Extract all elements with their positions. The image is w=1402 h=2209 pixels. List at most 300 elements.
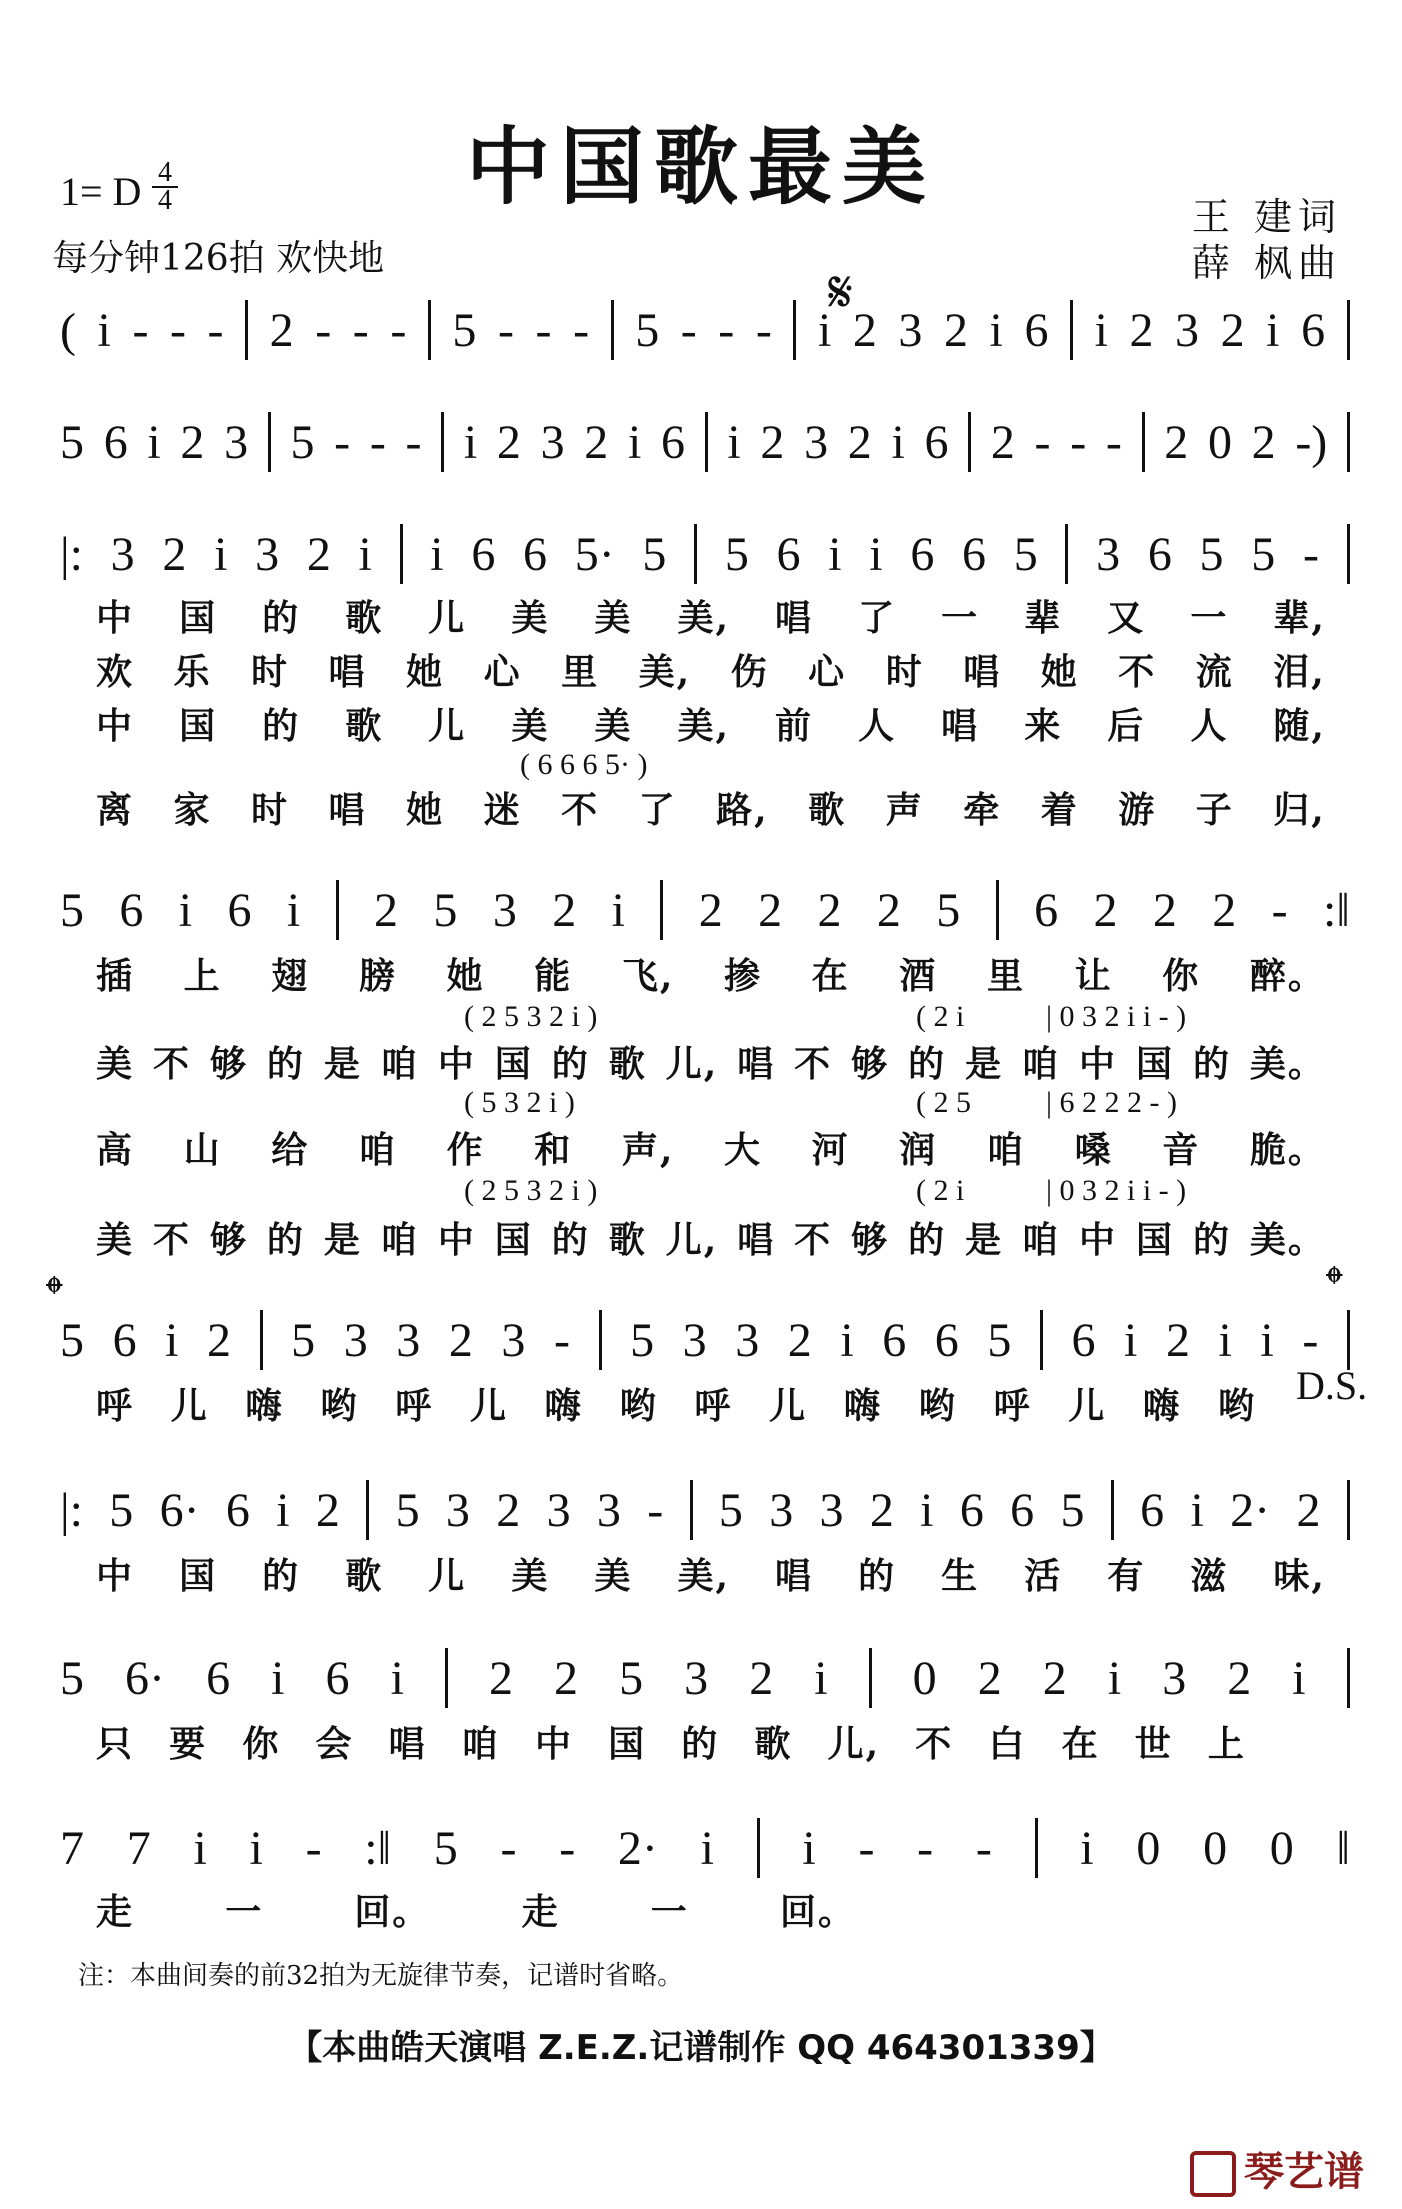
note: 5 [60, 883, 84, 937]
lyric-char: 美 [594, 1555, 633, 1597]
barline [1111, 1480, 1114, 1540]
barline [705, 412, 708, 472]
lyric-char: 家 [173, 789, 212, 831]
note: 2 [1296, 1483, 1321, 1537]
note: 5 [718, 1483, 743, 1537]
note: 6 [776, 527, 801, 581]
lyric-char: 子 [1195, 789, 1234, 831]
note: i [358, 527, 372, 581]
lyric-char: 活 [1024, 1555, 1063, 1597]
lyric-char: 咱 [1022, 1219, 1061, 1261]
note: 6 [882, 1313, 907, 1367]
lyric-line [96, 782, 1326, 833]
lyric-char: 唱 [328, 789, 367, 831]
note: 3 [596, 1483, 621, 1537]
note: 3 [501, 1313, 526, 1367]
note: 5 [290, 415, 315, 469]
lyric-char: 的 [681, 1723, 720, 1765]
lyric-char: 儿, [665, 1219, 719, 1261]
lyric-char: 中 [437, 1219, 476, 1261]
time-top: 4 [158, 157, 172, 188]
note: i [1260, 1313, 1274, 1367]
lyric-char: 里 [986, 955, 1025, 997]
barline [599, 1310, 602, 1370]
note: 6 [1034, 883, 1059, 937]
note: 3 [1162, 1651, 1187, 1705]
note: - [553, 1313, 570, 1367]
lyric-char: 的 [262, 1555, 301, 1597]
lyric-char: 儿, [665, 1043, 719, 1085]
lyric-char: 山 [183, 1129, 222, 1171]
note: 2 [869, 1483, 894, 1537]
lyric-char: 的 [908, 1043, 947, 1085]
note: i [165, 1313, 179, 1367]
note: - [718, 303, 735, 357]
note: i [814, 1651, 828, 1705]
lyric-char: 唱 [963, 651, 1002, 693]
note: 5 [291, 1313, 316, 1367]
lyric-char: 音 [1162, 1129, 1201, 1171]
note: 6 [225, 1483, 250, 1537]
lyric-char: 美 [511, 705, 550, 747]
note: 6 [206, 1651, 231, 1705]
lyric-char: 乐 [173, 651, 212, 693]
note: 5 [724, 527, 749, 581]
note: 2 [180, 415, 205, 469]
note: i [271, 1651, 285, 1705]
lyric-char: 唱 [328, 651, 367, 693]
lyric-char: 回。 [354, 1891, 431, 1933]
note: 2 [1212, 883, 1237, 937]
lyric-char: 的 [262, 705, 301, 747]
note: i [802, 1821, 816, 1875]
logo-icon [1190, 2151, 1236, 2197]
lyric-char: 够 [851, 1219, 890, 1261]
note: 6 [523, 527, 548, 581]
note: 3 [492, 883, 517, 937]
lyric-char: 不 [1118, 651, 1157, 693]
lyric-char: 中 [96, 597, 135, 639]
note: i [286, 883, 301, 937]
note: - [1302, 527, 1319, 581]
lyric-char: 呼 [395, 1385, 434, 1427]
lyric-char: 后 [1107, 705, 1146, 747]
footnote: 注：本曲间奏的前32拍为无旋律节奏，记谱时省略。 [78, 1961, 684, 1991]
lyric-char: 离 [96, 789, 135, 831]
note: - [573, 303, 590, 357]
note: 5 [433, 883, 458, 937]
barline [793, 300, 796, 360]
note: 5 [619, 1651, 644, 1705]
lyric-char: 归, [1273, 789, 1326, 831]
note: i [828, 527, 842, 581]
lyric-char: 美 [511, 1555, 550, 1597]
lyric-char: 白 [988, 1723, 1027, 1765]
note: 5 [987, 1313, 1012, 1367]
lyric-char: 河 [811, 1129, 850, 1171]
lyric-char: 美 [96, 1043, 135, 1085]
note: 3 [684, 1651, 709, 1705]
note: - [390, 303, 407, 357]
lyric-char: 美, [677, 597, 730, 639]
note: - [1070, 415, 1087, 469]
alt-notes: ( 6 6 6 5· ) [520, 748, 648, 781]
lyric-char: 嗨 [544, 1385, 583, 1427]
note: 2 [943, 303, 968, 357]
lyric-char: 时 [251, 789, 290, 831]
note: - [1271, 883, 1288, 937]
note: 2 [1129, 303, 1154, 357]
note: 2 [817, 883, 842, 937]
lyric-char: 中 [1079, 1219, 1118, 1261]
barline [245, 300, 248, 360]
note: 3 [396, 1313, 421, 1367]
note: - [405, 415, 422, 469]
lyric-char: 中 [1079, 1043, 1118, 1085]
lyric-char: 前 [775, 705, 814, 747]
note: 2 [876, 883, 901, 937]
note: - [132, 303, 149, 357]
lyric-char: 儿 [428, 597, 467, 639]
lyric-char: 有 [1107, 1555, 1146, 1597]
lyric-char: 美。 [1249, 1043, 1326, 1085]
lyric-char: 要 [169, 1723, 208, 1765]
note: 2 [552, 883, 577, 937]
barline [1347, 1310, 1350, 1370]
note: i [147, 415, 161, 469]
lyric-char: 儿 [769, 1385, 808, 1427]
note: 3 [343, 1313, 368, 1367]
note: 2 [1227, 1651, 1252, 1705]
lyric-char: 路, [716, 789, 769, 831]
barline [869, 1648, 872, 1708]
note: 3 [255, 527, 280, 581]
lyric-char: 儿, [827, 1723, 881, 1765]
note: - [559, 1821, 576, 1875]
barline [660, 880, 663, 940]
note: 2 [1164, 415, 1189, 469]
lyric-char: 脆。 [1249, 1129, 1326, 1171]
note: i [727, 415, 741, 469]
note: i [1080, 1821, 1094, 1875]
lyric-char: 高 [96, 1129, 135, 1171]
lyric-char: 咱 [461, 1723, 500, 1765]
note: i [390, 1651, 404, 1705]
note: 2 [374, 883, 399, 937]
note: 2 [852, 303, 877, 357]
tempo-marking: 每分钟126拍 欢快地 [52, 238, 385, 279]
lyric-char: 是 [323, 1219, 362, 1261]
lyric-char: 歌 [345, 705, 384, 747]
lyric-char: 流 [1195, 651, 1234, 693]
lyric-char: 她 [446, 955, 485, 997]
repeat-barline: :‖ [364, 1821, 392, 1875]
lyric-char: 心 [808, 651, 847, 693]
lyric-char: 国 [494, 1043, 533, 1085]
note: i [1218, 1313, 1232, 1367]
repeat-barline: :‖ [1323, 883, 1350, 937]
lyric-char: 时 [885, 651, 924, 693]
lyric-char: 走 [96, 1891, 135, 1933]
barline [1347, 1480, 1350, 1540]
lyric-char: 嗨 [245, 1385, 284, 1427]
composer-credit: 薛 枫曲 [1191, 241, 1342, 285]
lyric-char: 嗓 [1074, 1129, 1113, 1171]
alt-notes: ( 2 i [916, 1174, 965, 1207]
lyric-char: 给 [271, 1129, 310, 1171]
note: 3 [224, 415, 249, 469]
lyric-char: 欢 [96, 651, 135, 693]
note: 2 [496, 415, 521, 469]
lyric-char: 嗨 [843, 1385, 882, 1427]
lyric-char: 的 [551, 1219, 590, 1261]
barline [1347, 524, 1350, 584]
lyric-char: 不 [794, 1219, 833, 1261]
barline [428, 300, 431, 360]
lyric-char: 膀 [358, 955, 397, 997]
ds-marking: D.S. [1296, 1363, 1368, 1408]
note: 3 [540, 415, 565, 469]
note: 2· [1230, 1483, 1271, 1537]
note: 5 [642, 527, 667, 581]
lyric-char: 声 [885, 789, 924, 831]
lyric-char: 人 [858, 705, 897, 747]
lyric-char: 掺 [724, 955, 763, 997]
alt-notes: | 6 2 2 2 - ) [1046, 1086, 1177, 1119]
lyric-char: 歌 [345, 1555, 384, 1597]
lyric-line [96, 590, 1326, 641]
lyric-char: 国 [179, 705, 218, 747]
lyric-char: 上 [183, 955, 222, 997]
alt-notes: ( 2 i [916, 1000, 965, 1033]
notation-row [60, 300, 1350, 360]
lyric-char: 会 [315, 1723, 354, 1765]
note: 2 [990, 415, 1015, 469]
note: 5 [395, 1483, 420, 1537]
note: - [1105, 415, 1122, 469]
lyric-char: 大 [724, 1129, 763, 1171]
key-signature: 1= D [60, 169, 142, 214]
note: i [891, 415, 905, 469]
lyric-char: 在 [1061, 1723, 1100, 1765]
note: 5 [1199, 527, 1224, 581]
lyric-char: 咱 [986, 1129, 1025, 1171]
lyric-char: 的 [551, 1043, 590, 1085]
note: - [352, 303, 369, 357]
lyric-char: 你 [242, 1723, 281, 1765]
lyric-char: 辈, [1273, 597, 1326, 639]
coda-icon: 𝄌 [46, 1266, 63, 1322]
lyric-char: 作 [446, 1129, 485, 1171]
lyric-char: 一 [941, 597, 980, 639]
note: 5 [60, 1651, 84, 1705]
lyric-char: 哟 [320, 1385, 359, 1427]
note: i [840, 1313, 854, 1367]
alt-notes: ( 2 5 [916, 1086, 971, 1119]
lyric-char: 她 [406, 789, 445, 831]
note: 2 [306, 527, 331, 581]
lyric-char: 不 [561, 789, 600, 831]
note: 5 [936, 883, 961, 937]
lyric-char: 了 [638, 789, 677, 831]
note: - [1034, 415, 1051, 469]
alt-notes: | 0 3 2 i i - ) [1046, 1174, 1187, 1207]
note: 0 [1207, 415, 1232, 469]
note: 7 [126, 1821, 151, 1875]
note: i [611, 883, 625, 937]
lyric-char: 唱 [388, 1723, 427, 1765]
note: 2 [207, 1313, 232, 1367]
lyric-char: 声, [621, 1129, 675, 1171]
lyric-char: 美 [511, 597, 550, 639]
lyric-char: 味, [1273, 1555, 1326, 1597]
lyric-char: 随, [1273, 705, 1326, 747]
lyric-char: 你 [1162, 955, 1201, 997]
lyricist-credit: 王 建词 [1191, 195, 1342, 239]
lyric-char: 歌 [608, 1043, 647, 1085]
note: 2 [977, 1651, 1002, 1705]
note: 6 [1147, 527, 1172, 581]
note: 3 [445, 1483, 470, 1537]
note: i [463, 415, 478, 469]
barline [445, 1648, 448, 1708]
barline [260, 1310, 263, 1370]
lyric-char: 儿 [428, 705, 467, 747]
lyric-char: 呼 [96, 1385, 135, 1427]
note: -) [1295, 415, 1328, 469]
notation-row [60, 880, 1350, 940]
note: i [430, 527, 444, 581]
lyric-char: 只 [96, 1723, 135, 1765]
lyric-char: 国 [1135, 1219, 1174, 1261]
lyric-char: 歌 [345, 597, 384, 639]
lyric-char: 唱 [737, 1219, 776, 1261]
lyric-char: 酒 [899, 955, 938, 997]
note: - [305, 1821, 322, 1875]
lyric-char: 不 [915, 1723, 954, 1765]
lyric-char: 歌 [754, 1723, 793, 1765]
lyric-char: 中 [534, 1723, 573, 1765]
lyric-char: 润 [899, 1129, 938, 1171]
lyric-char: 让 [1074, 955, 1113, 997]
barline [366, 1480, 369, 1540]
lyric-line [96, 1122, 1326, 1173]
note: 5 [60, 415, 84, 469]
lyric-char: 唱 [775, 1555, 814, 1597]
repeat-barline: |: [60, 1483, 83, 1537]
note: i [1292, 1651, 1306, 1705]
lyric-char: 一 [650, 1891, 689, 1933]
notation-row [60, 524, 1350, 584]
note: 2 [315, 1483, 340, 1537]
alt-notes: ( 5 3 2 i ) [464, 1086, 575, 1119]
notation-row [60, 1648, 1350, 1708]
lyric-char: 儿 [170, 1385, 209, 1427]
lyric-char: 辈 [1024, 597, 1063, 639]
note: 2 [496, 1483, 521, 1537]
lyric-line [96, 1212, 1326, 1263]
lyric-char: 咱 [1022, 1043, 1061, 1085]
note: 2 [448, 1313, 473, 1367]
lyric-char: 美 [594, 597, 633, 639]
note: i [97, 303, 111, 357]
notation-row [60, 1310, 1350, 1370]
note: i [989, 303, 1003, 357]
note: - [170, 303, 186, 357]
barline [1347, 412, 1350, 472]
note: 2 [847, 415, 872, 469]
lyric-char: 的 [266, 1043, 305, 1085]
note: 3 [735, 1313, 760, 1367]
lyric-char: 游 [1118, 789, 1157, 831]
lyric-char: 美 [96, 1219, 135, 1261]
note: 7 [60, 1821, 84, 1875]
lyric-char: 泪, [1273, 651, 1326, 693]
lyric-char: 她 [406, 651, 445, 693]
note: 5 [109, 1483, 134, 1537]
lyric-char: 翅 [271, 955, 310, 997]
lyric-char: 上 [1207, 1723, 1246, 1765]
note: 6 [1140, 1483, 1165, 1537]
note: i [1107, 1651, 1122, 1705]
note: 3 [898, 303, 923, 357]
note: i [1266, 303, 1280, 357]
note: i [193, 1821, 207, 1875]
lyric-char: 国 [608, 1723, 647, 1765]
note: 5 [452, 303, 477, 357]
lyric-char: 人 [1190, 705, 1229, 747]
lyric-char: 着 [1040, 789, 1079, 831]
note: 6· [125, 1651, 166, 1705]
note: 2 [1152, 883, 1177, 937]
lyric-char: 插 [96, 955, 135, 997]
lyric-char: 了 [858, 597, 897, 639]
barline [400, 524, 403, 584]
lyric-char: 咱 [380, 1219, 419, 1261]
lyric-char: 一 [225, 1891, 264, 1933]
note: 5 [630, 1313, 655, 1367]
note: 6 [471, 527, 496, 581]
note: 6 [924, 415, 949, 469]
note: 3 [804, 415, 829, 469]
note: 2 [584, 415, 609, 469]
note: - [535, 303, 552, 357]
note: - [975, 1821, 992, 1875]
note: - [1302, 1313, 1319, 1367]
barline [690, 1480, 693, 1540]
lyric-char: 咱 [380, 1043, 419, 1085]
lyric-line [96, 1884, 856, 1935]
note: 2 [162, 527, 187, 581]
note: - [497, 303, 514, 357]
note: 6 [325, 1651, 350, 1705]
note: 6 [660, 415, 685, 469]
coda-icon: 𝄌 [1326, 1256, 1343, 1312]
lyric-char: 回。 [779, 1891, 856, 1933]
lyric-char: 的 [262, 597, 301, 639]
note: 6 [1010, 1483, 1035, 1537]
lyric-char: 走 [521, 1891, 560, 1933]
note: i [700, 1821, 714, 1875]
note: 6 [962, 527, 987, 581]
lyric-char: 迷 [483, 789, 522, 831]
lyric-char: 的 [858, 1555, 897, 1597]
alt-notes: ( 2 5 3 2 i ) [464, 1000, 598, 1033]
lyric-char: 能 [534, 955, 573, 997]
barline [268, 412, 271, 472]
lyric-char: 不 [152, 1043, 191, 1085]
barline [1142, 412, 1145, 472]
